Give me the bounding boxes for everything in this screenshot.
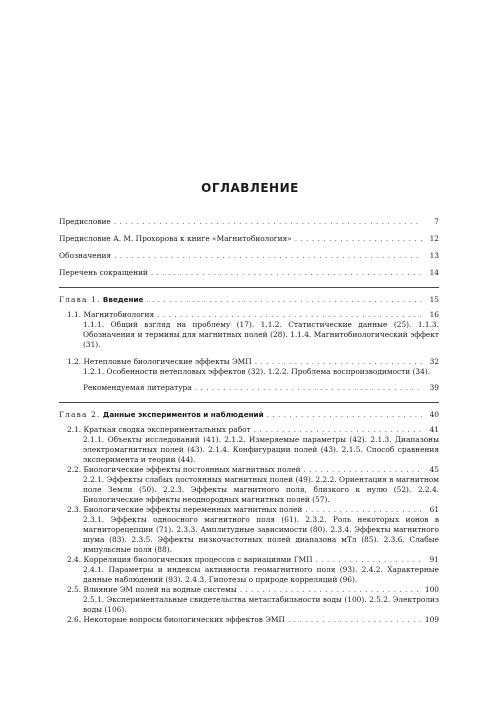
toc-subsections: 2.1.1. Объекты исследований (41). 2.1.2. Измеряемые параметры (42). 2.1.3. Диапазоны электромагнитных полей (43). 2.1.4. Конфигурации полей (43). 2.1.5. Способ сравнения эксперимента и теории (44). bbox=[83, 435, 439, 464]
toc-subsections: 1.2.1. Особенности нетепловых эффектов (32). 1.2.2. Проблема воспроизводимости (34). bbox=[83, 367, 431, 376]
toc-chapter-1[interactable] bbox=[59, 295, 439, 305]
leader-dots bbox=[267, 410, 422, 420]
toc-entry-page: 45 bbox=[429, 465, 439, 474]
table-of-contents bbox=[59, 217, 439, 625]
leader-dots bbox=[114, 251, 422, 261]
divider bbox=[59, 287, 439, 288]
toc-entry-notation[interactable] bbox=[59, 251, 439, 261]
toc-entry-label: 1.2. Нетепловые биологические эффекты ЭМП bbox=[67, 357, 252, 366]
leader-dots bbox=[240, 585, 422, 595]
toc-entry-page: 40 bbox=[429, 410, 439, 419]
toc-entry-label: 2.1. Краткая сводка экспериментальных работ bbox=[67, 425, 251, 434]
toc-subsections: 2.2.1. Эффекты слабых постоянных магнитных полей (49). 2.2.2. Ориентация в магнитном поле Земли (50). 2.2.3. Эффекты магнитного поля, близкого к нулю (52). 2.2.4. Биологические эффекты неоднородных магнитных полей (57). bbox=[83, 475, 439, 504]
toc-entry-label: Рекомендуемая литература bbox=[83, 383, 192, 392]
toc-entry-page: 32 bbox=[429, 357, 439, 366]
toc-entry-label: 2.5. Влияние ЭМ полей на водные системы bbox=[67, 585, 237, 594]
toc-entry-page: 109 bbox=[424, 615, 439, 624]
toc-entry-page: 91 bbox=[429, 555, 439, 564]
toc-entry-label: Предисловие bbox=[59, 217, 111, 226]
toc-entry-page: 16 bbox=[429, 310, 439, 319]
toc-entry-page: 41 bbox=[429, 425, 439, 434]
toc-entry-abbreviations[interactable] bbox=[59, 268, 439, 278]
divider bbox=[59, 402, 439, 403]
toc-subsections: 2.3.1. Эффекты одноосного магнитного поля (61). 2.3.2. Роль некоторых ионов в магниторецепции (71). 2.3.3. Амплитудные зависимости (80). 2.3.4. Эффекты магнитного шума (83). 2.3.5. Эффекты низкочастотных полей диапазона мТл (85). 2.3.6. Слабые импульсные поля (88). bbox=[83, 515, 439, 554]
toc-entry-page: 13 bbox=[429, 251, 439, 260]
chapter-title: Введение bbox=[102, 295, 144, 304]
toc-entry-page: 12 bbox=[429, 234, 439, 243]
toc-entry-page: 61 bbox=[429, 505, 439, 514]
toc-entry-label: 2.6. Некоторые вопросы биологических эффектов ЭМП bbox=[67, 615, 285, 624]
leader-dots bbox=[255, 357, 422, 367]
toc-entry-page: 39 bbox=[429, 383, 439, 392]
leader-dots bbox=[254, 425, 422, 435]
leader-dots bbox=[295, 234, 422, 244]
toc-entry-label: 2.3. Биологические эффекты переменных магнитных полей bbox=[67, 505, 303, 514]
toc-entry-label: Предисловие А. М. Прохорова к книге «Магнитобиология» bbox=[59, 234, 292, 243]
toc-entry-preface[interactable] bbox=[59, 217, 439, 227]
leader-dots bbox=[304, 465, 422, 475]
toc-section-2-6[interactable] bbox=[59, 615, 439, 625]
toc-entry-label: 2.4. Корреляция биологических процессов с вариациями ГМП bbox=[67, 555, 313, 564]
leader-dots bbox=[316, 555, 422, 565]
leader-dots bbox=[146, 295, 422, 305]
toc-entry-prokhorov-preface[interactable] bbox=[59, 234, 439, 244]
toc-section-1-1[interactable] bbox=[59, 310, 439, 320]
toc-section-2-3[interactable] bbox=[59, 505, 439, 515]
leader-dots bbox=[288, 615, 422, 625]
toc-section-2-1[interactable] bbox=[59, 425, 439, 435]
toc-subsections: 2.4.1. Параметры и индексы активности геомагнитного поля (93). 2.4.2. Характерные данные наблюдений (93). 2.4.3. Гипотезы о природе корреляций (96). bbox=[83, 565, 439, 584]
page-title: ОГЛАВЛЕНИЕ bbox=[201, 181, 299, 195]
toc-section-2-4[interactable] bbox=[59, 555, 439, 565]
leader-dots bbox=[195, 383, 422, 393]
toc-entry-label: 2.2. Биологические эффекты постоянных магнитных полей bbox=[67, 465, 301, 474]
toc-entry-label: 1.1. Магнитобиология bbox=[67, 310, 155, 319]
toc-subsections: 1.1.1. Общий взгляд на проблему (17). 1.1.2. Статистические данные (25). 1.1.3. Обозначения и термины для магнитных полей (28). 1.1.4. Магнитобиологический эффект (31). bbox=[83, 320, 439, 349]
toc-entry-page: 15 bbox=[429, 295, 439, 304]
chapter-prefix: Глава 2. bbox=[59, 410, 101, 419]
toc-section-2-2[interactable] bbox=[59, 465, 439, 475]
toc-section-2-5[interactable] bbox=[59, 585, 439, 595]
chapter-title: Данные экспериментов и наблюдений bbox=[102, 410, 264, 419]
leader-dots bbox=[114, 217, 422, 227]
leader-dots bbox=[157, 310, 422, 320]
toc-subsections: 2.5.1. Экспериментальные свидетельства метастабильности воды (100). 2.5.2. Электролиз воды (106). bbox=[83, 595, 439, 614]
toc-entry-label: Обозначения bbox=[59, 251, 112, 260]
toc-entry-page: 14 bbox=[429, 268, 439, 277]
toc-entry-label: Перечень сокращений bbox=[59, 268, 148, 277]
toc-recommended-literature[interactable] bbox=[59, 383, 439, 393]
chapter-prefix: Глава 1. bbox=[59, 295, 101, 304]
leader-dots bbox=[151, 268, 422, 278]
toc-chapter-2[interactable] bbox=[59, 410, 439, 420]
leader-dots bbox=[305, 505, 422, 515]
toc-entry-page: 7 bbox=[434, 217, 439, 226]
toc-section-1-2[interactable] bbox=[59, 357, 439, 367]
toc-entry-page: 100 bbox=[424, 585, 439, 594]
